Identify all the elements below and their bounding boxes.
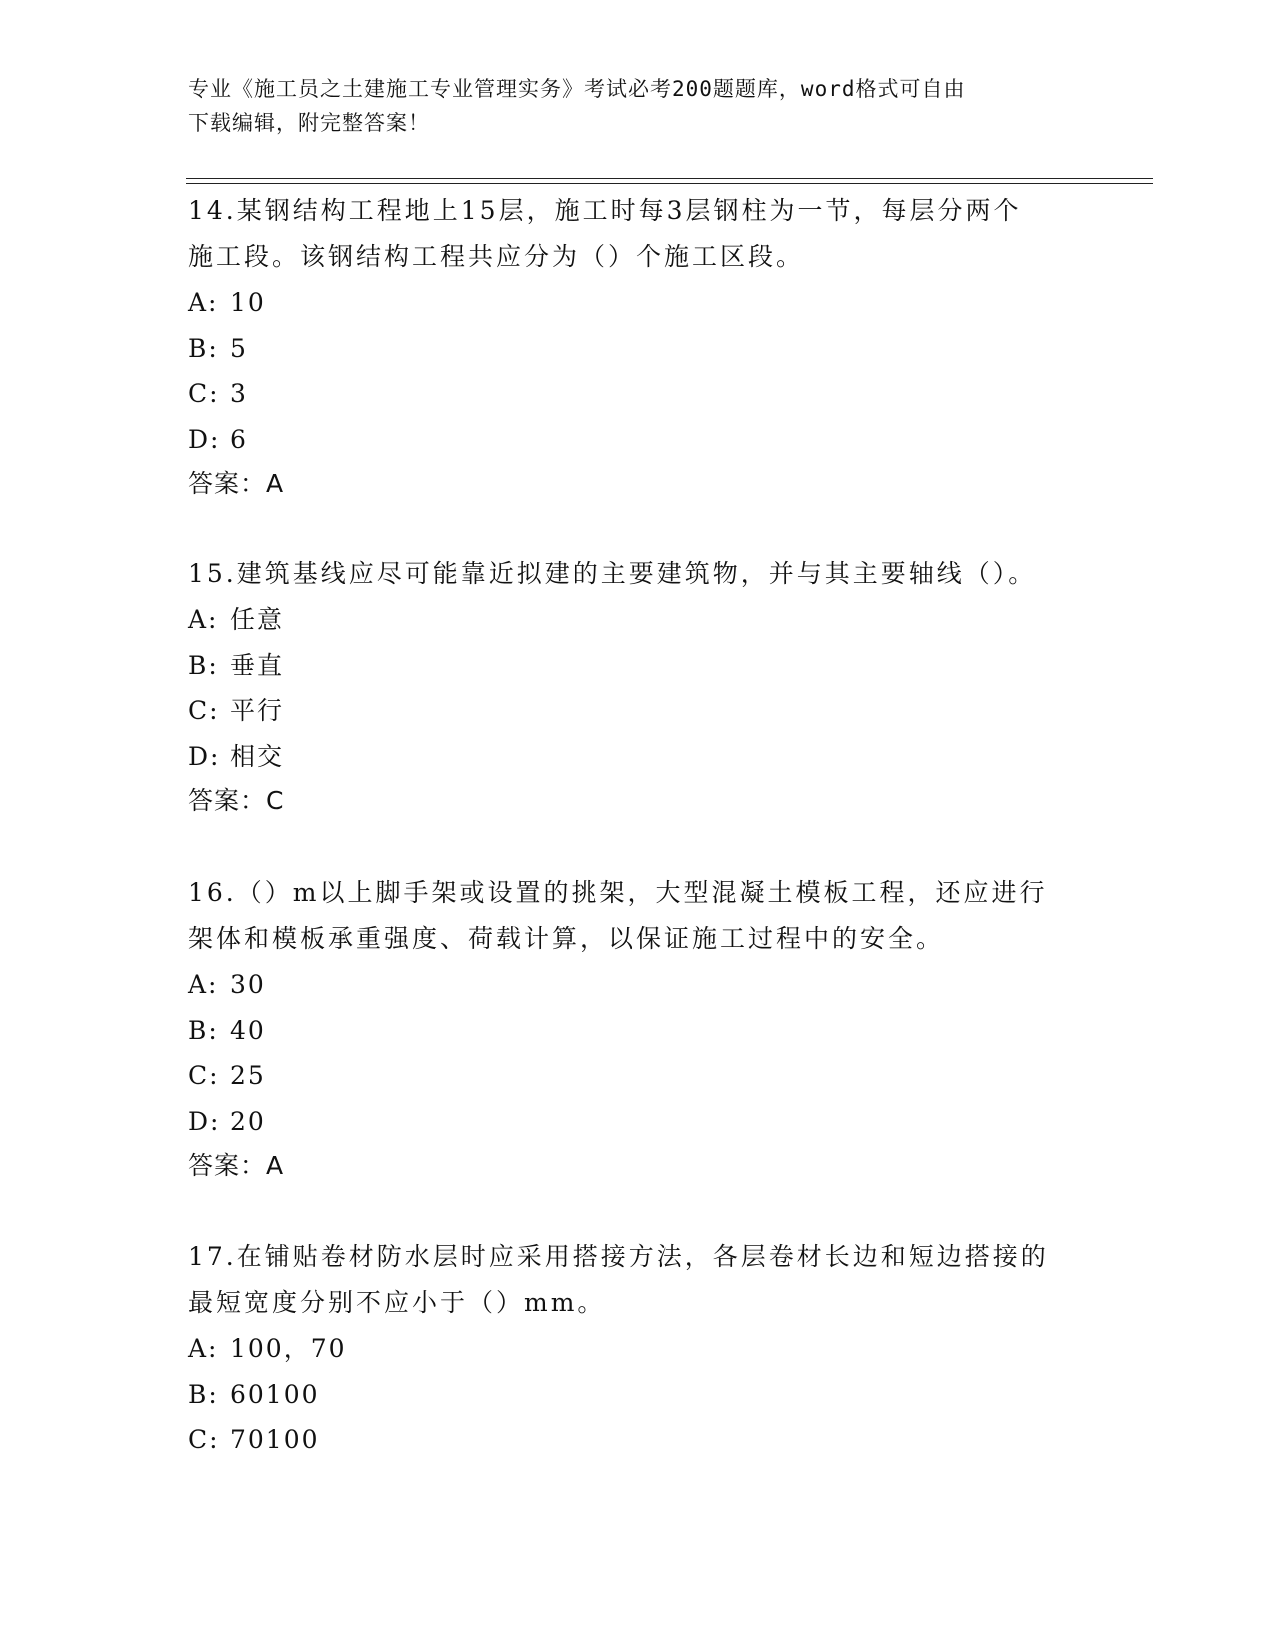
- option-key: D:: [188, 741, 221, 771]
- option-key: D:: [188, 1106, 221, 1136]
- question-line: 15.建筑基线应尽可能靠近拟建的主要建筑物，并与其主要轴线（）。: [188, 559, 1037, 588]
- option-key: A:: [188, 288, 219, 317]
- option-a: [188, 1326, 1088, 1372]
- option-value: 30: [230, 970, 266, 999]
- option-key: A:: [188, 970, 219, 999]
- option-key: C:: [188, 1425, 220, 1454]
- option-b: [188, 1008, 1088, 1054]
- option-key: B:: [188, 650, 219, 680]
- option-a: [188, 280, 1088, 326]
- option-value: 60100: [230, 1379, 320, 1409]
- option-d: [188, 1099, 1088, 1145]
- question-text: [188, 870, 1088, 962]
- option-value: 垂直: [230, 650, 285, 680]
- option-value: 任意: [230, 605, 285, 634]
- option-key: B:: [188, 1379, 219, 1409]
- answer-line: 答案：A: [188, 1151, 285, 1180]
- option-key: B:: [188, 1015, 219, 1045]
- option-b: [188, 326, 1088, 372]
- question-16: [188, 870, 1088, 1188]
- question-line: 16.（）m以上脚手架或设置的挑架，大型混凝土模板工程，还应进行: [188, 878, 1048, 907]
- question-line: 14.某钢结构工程地上15层，施工时每3层钢柱为一节，每层分两个: [188, 196, 1022, 225]
- option-value: 20: [230, 1106, 266, 1136]
- header-line-2: 下载编辑，附完整答案！: [188, 111, 430, 135]
- header-divider-bottom: [186, 183, 1153, 184]
- option-c: [188, 688, 1088, 734]
- option-key: B:: [188, 333, 219, 363]
- option-value: 相交: [230, 741, 285, 771]
- option-key: C:: [188, 696, 220, 725]
- option-key: A:: [188, 1334, 219, 1363]
- option-value: 40: [230, 1015, 266, 1045]
- option-key: C:: [188, 1061, 220, 1090]
- question-15: [188, 551, 1088, 823]
- answer-line: 答案：A: [188, 469, 285, 498]
- document-header: [188, 72, 1088, 140]
- option-value: 平行: [230, 696, 285, 725]
- option-value: 5: [230, 333, 248, 363]
- header-divider-top: [186, 178, 1153, 179]
- option-value: 10: [230, 288, 266, 317]
- option-d: [188, 734, 1088, 780]
- option-key: C:: [188, 379, 220, 408]
- question-line: 17.在铺贴卷材防水层时应采用搭接方法，各层卷材长边和短边搭接的: [188, 1242, 1049, 1271]
- question-line: 架体和模板承重强度、荷载计算，以保证施工过程中的安全。: [188, 924, 945, 953]
- question-text: [188, 1234, 1088, 1326]
- option-c: [188, 1053, 1088, 1099]
- question-text: [188, 188, 1088, 280]
- question-14: [188, 188, 1088, 506]
- option-value: 100，70: [230, 1334, 347, 1363]
- option-value: 70100: [230, 1425, 320, 1454]
- option-b: [188, 1372, 1088, 1418]
- answer-line: 答案：C: [188, 786, 285, 815]
- option-d: [188, 417, 1088, 463]
- option-value: 25: [230, 1061, 266, 1090]
- header-line-1: 专业《施工员之土建施工专业管理实务》考试必考200题题库，word格式可自由: [188, 77, 966, 101]
- question-17: [188, 1234, 1088, 1463]
- option-key: A:: [188, 605, 219, 634]
- question-line: 施工段。该钢结构工程共应分为（）个施工区段。: [188, 242, 805, 271]
- option-key: D:: [188, 424, 221, 454]
- option-value: 3: [230, 379, 248, 408]
- option-b: [188, 643, 1088, 689]
- option-a: [188, 597, 1088, 643]
- option-a: [188, 962, 1088, 1008]
- option-c: [188, 1417, 1088, 1463]
- option-c: [188, 371, 1088, 417]
- option-value: 6: [230, 424, 248, 454]
- question-text: [188, 551, 1088, 597]
- question-line: 最短宽度分别不应小于（）mm。: [188, 1288, 606, 1317]
